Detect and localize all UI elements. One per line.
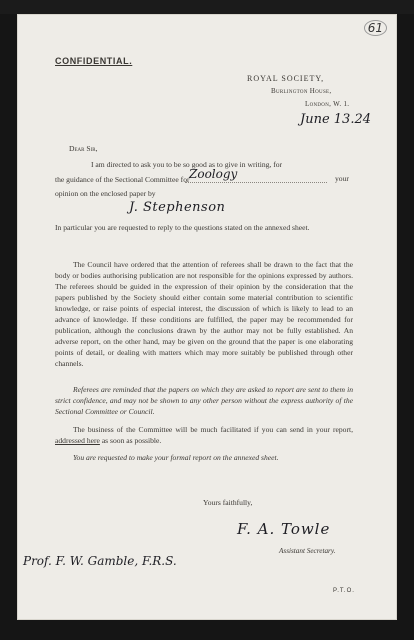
pto-mark: P.T.O. <box>333 588 355 594</box>
handwritten-subject: Zoology <box>189 167 238 181</box>
business-text-b: as soon as possible. <box>101 436 162 445</box>
referees-text: Referees are reminded that the papers on which they are asked to report are sent to them in strict confidence, and may not be shown to any other person without the express authority of the Sectional Committee or Council. <box>55 385 353 416</box>
business-text-a: The business of the Committee will be much facilitated if you can send in your report, <box>73 425 353 434</box>
council-text: The Council have ordered that the attention of referees shall be drawn to the fact that the body or bodies authorising publication are not responsible for the opinions expressed by authors. The referees should be guided in the expression of their opinion by the consideration that the papers published by the Society should either contain some material contribution to scientific knowledge, or raise points of especial interest, the discussion of which is likely to lead to an advance of knowledge. If these conditions are fulfilled, the paper may be recommended for publication, although the conclusions drawn by the author may not be fully established. An adverse report, on the other hand, may be given on the ground that the paper is one elaborating points of detail, or dealing with matters which may more suitably be published through other channels. <box>55 260 353 368</box>
paragraph-particular: In particular you are requested to reply to the questions stated on the annexed sheet. <box>55 223 310 232</box>
address-line-2: Burlington House, <box>271 87 332 95</box>
address-line-3: London, W. 1. <box>305 100 350 108</box>
confidential-heading: CONFIDENTIAL. <box>55 56 133 66</box>
letter-page <box>17 14 397 620</box>
body-line-2-text: the guidance of the Sectional Committee for <box>55 175 190 184</box>
handwritten-recipient: Prof. F. W. Gamble, F.R.S. <box>23 554 177 568</box>
handwritten-author: J. Stephenson <box>129 200 226 215</box>
paragraph-business <box>55 424 353 446</box>
body-line-1: I am directed to ask you to be so good as to give in writing, for <box>91 160 283 169</box>
body-line-2-end: your <box>335 174 349 183</box>
closing: Yours faithfully, <box>203 498 253 507</box>
handwritten-date: June 13.24 <box>300 112 371 127</box>
request-line: You are requested to make your formal report on the annexed sheet. <box>73 453 279 462</box>
address-line-1: ROYAL SOCIETY, <box>247 74 325 83</box>
body-line-3: opinion on the enclosed paper by <box>55 189 156 198</box>
addressed-here-underlined: addressed here <box>55 436 100 445</box>
scanner-frame <box>0 0 414 14</box>
paragraph-referees <box>55 384 353 417</box>
handwritten-signature: F. A. Towle <box>237 520 331 538</box>
folio-number: 61 <box>364 20 387 36</box>
signatory-title: Assistant Secretary. <box>279 547 336 555</box>
salutation: Dear Sir, <box>69 144 98 153</box>
paragraph-council <box>55 259 353 369</box>
fill-in-rule <box>185 182 327 183</box>
